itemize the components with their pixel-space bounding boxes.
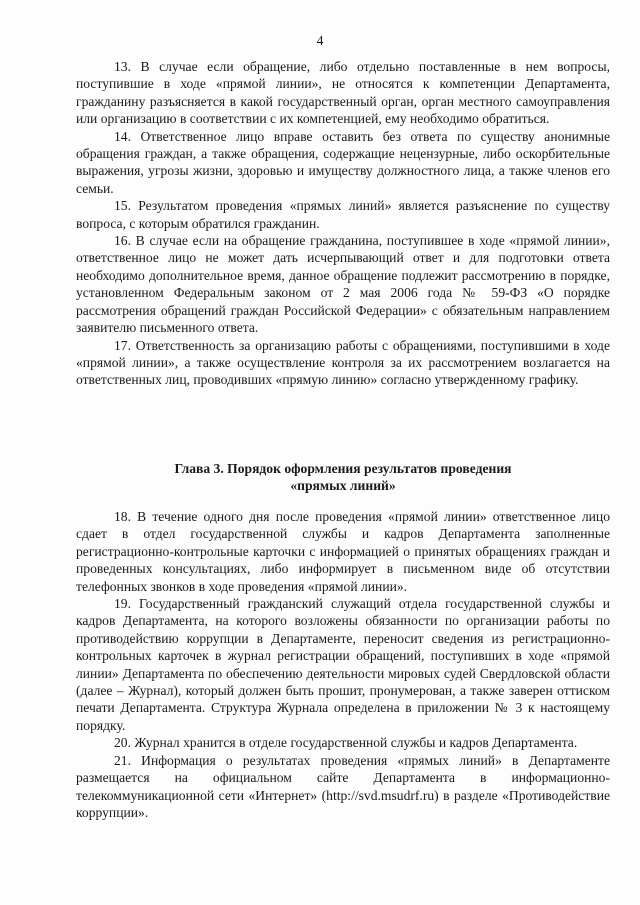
paragraph-14: 14. Ответственное лицо вправе оставить без ответа по существу анонимные обращения граждан, а также обращения, содержащие нецензурные, либо оскорбительные выражения, угрозы жизни, здоровью и имуществу должностного лица, а также членов его семьи.: [76, 128, 610, 196]
paragraph-18: 18. В течение одного дня после проведения «прямой линии» ответственное лицо сдает в отдел государственной службы и кадров Департамента заполненные регистрационно-контрольные карточки с информацией о принятых обращениях граждан и проведенных консультациях, либо информирует в письменном виде об отсутствии телефонных звонков в ходе проведения «прямой линии».: [76, 509, 610, 594]
section-top-paragraphs: [76, 58, 610, 389]
paragraph-20: 20. Журнал хранится в отделе государственной службы и кадров Департамента.: [114, 735, 578, 751]
chapter-heading-line-1: Глава 3. Порядок оформления результатов проведения: [174, 461, 512, 476]
section-bottom-paragraphs: [76, 508, 610, 821]
chapter-3-heading: [76, 460, 610, 495]
paragraph-19: 19. Государственный гражданский служащий отдела государственной службы и кадров Департамента, на которого возложены обязанности по организации работы по противодействию коррупции в Департаменте, переносит сведения из регистрационно-контрольных карточек в журнал регистрации обращений, поступивших в ходе «прямой линии» Департамента по обеспечению деятельности мировых судей Свердловской области (далее – Журнал), который должен быть прошит, пронумерован, а также заверен оттиском печати Департамента. Структура Журнала определена в приложении № 3 к настоящему порядку.: [76, 596, 610, 733]
paragraph-17: 17. Ответственность за организацию работы с обращениями, поступившими в ходе «прямой линии», а также осуществление контроля за их рассмотрением возлагается на ответственных лиц, проводивших «прямую линию» согласно утвержденному графику.: [76, 337, 610, 388]
page-number: 4: [316, 34, 324, 49]
paragraph-13: 13. В случае если обращение, либо отдельно поставленные в нем вопросы, поступившие в ходе «прямой линии», не относятся к компетенции Департамента, гражданину разъясняется в какой государственный орган, орган местного самоуправления или организацию в соответствии с их компетенцией, ему необходимо обратиться.: [76, 59, 610, 127]
chapter-heading-line-2: «прямых линий»: [290, 478, 396, 494]
paragraph-15: 15. Результатом проведения «прямых линий» является разъяснение по существу вопроса, с которым обратился гражданин.: [76, 198, 610, 231]
paragraph-21: 21. Информация о результатах проведения «прямых линий» в Департаменте размещается на официальном сайте Департамента в информационно-телекоммуникационной сети «Интернет» (http://svd.msudrf.ru) в разделе «Противодействие коррупции».: [76, 752, 610, 820]
paragraph-16: 16. В случае если на обращение гражданина, поступившее в ходе «прямой линии», ответственное лицо не может дать исчерпывающий ответ и для подготовки ответа необходимо дополнительное время, данное обращение подлежит рассмотрению в порядке, установленном Федеральным законом от 2 мая 2006 года № 59-ФЗ «О порядке рассмотрения обращений граждан Российской Федерации» с обязательным направлением заявителю письменного ответа.: [76, 233, 610, 336]
